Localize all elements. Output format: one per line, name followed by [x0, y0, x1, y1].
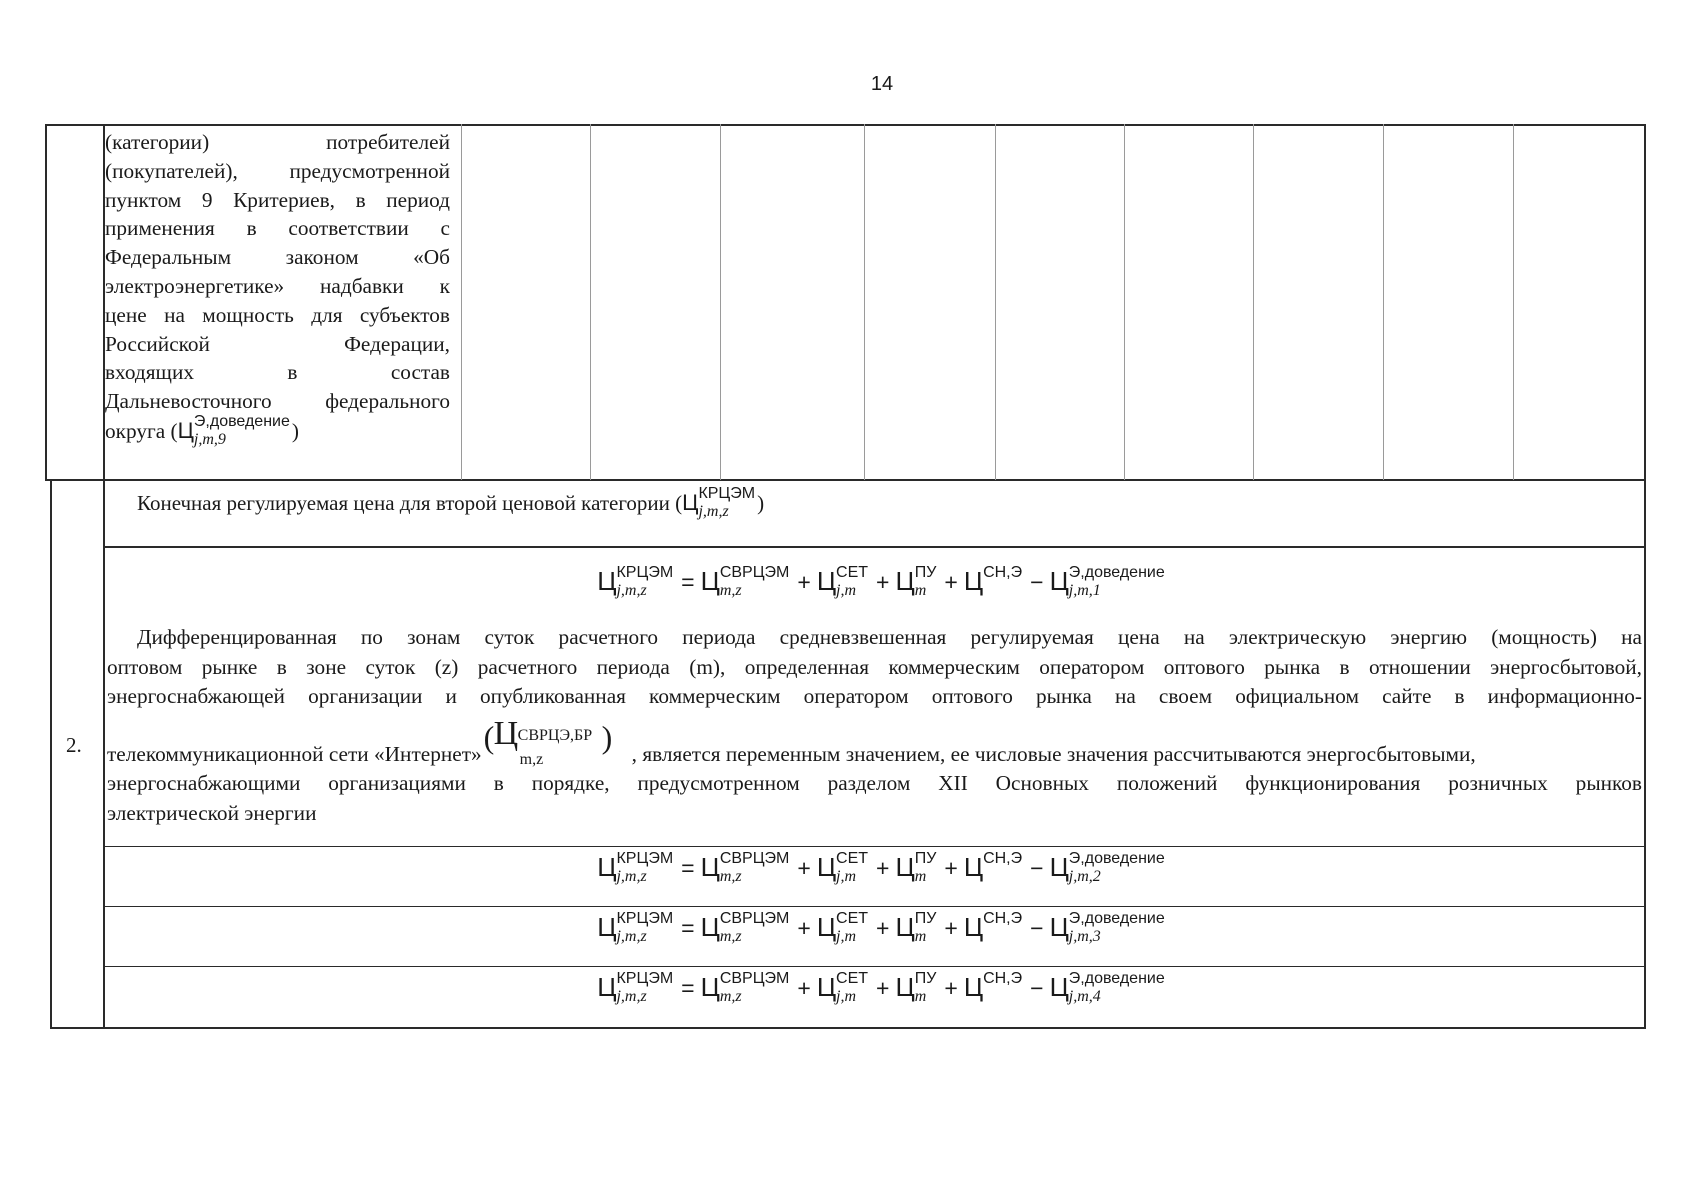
text-line: Российской Федерации, [105, 331, 450, 356]
operator: + [797, 569, 811, 595]
definition-paragraph [107, 623, 1642, 828]
operator: + [944, 975, 958, 1001]
operator: + [876, 915, 890, 941]
formula-term: Ц СН,Э [963, 849, 1023, 882]
operator: = [681, 855, 695, 881]
text-line: электроэнергетике» надбавки к [105, 273, 450, 298]
text-line: энергоснабжающей организации и опубликованная коммерческим оператором оптового рынка на своем официальном сайте в информационно- [107, 684, 1642, 708]
text-line: пунктом 9 Критериев, в период [105, 187, 450, 212]
formula-3 [0, 909, 1697, 947]
formula-term: Ц СВРЦЭМ m,z [700, 969, 790, 1005]
operator: + [797, 975, 811, 1001]
formula-lhs: Ц КРЦЭМ j,m,z [597, 563, 674, 599]
text-line: Дифференцированная по зонам суток расчетного периода средневзвешенная регулируемая цена на электрическую энергию (мощность) на [137, 625, 1642, 649]
formula-term: Ц СЕТ j,m [816, 969, 869, 1005]
text-line: цене на мощность для субъектов [105, 302, 450, 327]
operator: + [876, 855, 890, 881]
formula-lhs: Ц КРЦЭМ j,m,z [597, 909, 674, 945]
text-line: электрической энергии [107, 800, 317, 825]
operator: − [1030, 569, 1044, 595]
page-number: 14 [870, 73, 894, 95]
criteria-cell-text [105, 128, 450, 450]
section-caption: Конечная регулируемая цена для второй ценовой категории (Ц КРЦЭМ j,m,z ) [137, 485, 765, 520]
text-line: телекоммуникационной сети «Интернет» ( Ц СВРЦЭ,БР m,z ) , является переменным значением, ее числовые значения рассчитываются энергосбытовыми, [107, 714, 1476, 768]
formula-2 [0, 849, 1697, 887]
formula-term: Ц ПУ m [895, 969, 937, 1005]
formula-term: Ц СВРЦЭМ m,z [700, 909, 790, 945]
text-line: (покупателей), предусмотренной [105, 158, 450, 183]
operator: + [797, 915, 811, 941]
operator: + [876, 569, 890, 595]
formula-term: Ц Э,доведение j,m,1 [1049, 563, 1165, 599]
formula-term: Ц СН,Э [963, 969, 1023, 1002]
row-number: 2. [66, 733, 82, 757]
text-line: применения в соответствии с [105, 216, 450, 241]
formula-term: Ц ПУ m [895, 563, 937, 599]
formula-lhs: Ц КРЦЭМ j,m,z [597, 969, 674, 1005]
formula-term: Ц СЕТ j,m [816, 909, 869, 945]
operator: − [1030, 915, 1044, 941]
formula-term: Ц ПУ m [895, 909, 937, 945]
text-line: входящих в состав [105, 360, 450, 385]
text-line: Дальневосточного федерального [105, 389, 450, 414]
formula-term: Ц Э,доведение j,m,3 [1049, 909, 1165, 945]
formula-term: Ц СВРЦЭМ m,z [700, 849, 790, 885]
formula-term: Ц Э,доведение j,m,2 [1049, 849, 1165, 885]
operator: + [944, 915, 958, 941]
text-line: энергоснабжающими организациями в порядке, предусмотренном разделом XII Основных положений функционирования розничных рынков [107, 771, 1642, 795]
formula-term: Ц СВРЦЭМ m,z [700, 563, 790, 599]
operator: = [681, 915, 695, 941]
text-line: оптовом рынке в зоне суток (z) расчетного периода (m), определенная коммерческим оператором оптового рынка в отношении энергосбытовой, [107, 654, 1642, 679]
formula-term: Ц СН,Э [963, 909, 1023, 942]
formula-term: Ц СЕТ j,m [816, 849, 869, 885]
operator: = [681, 569, 695, 595]
formula-4 [0, 969, 1697, 1007]
formula-term: Ц СН,Э [963, 563, 1023, 596]
operator: + [797, 855, 811, 881]
text-line-last: округа (Ц Э,доведение j,m,9 ) [105, 412, 299, 448]
formula-1 [0, 563, 1697, 601]
formula-term: Ц ПУ m [895, 849, 937, 885]
formula-lhs: Ц КРЦЭМ j,m,z [597, 849, 674, 885]
operator: = [681, 975, 695, 1001]
operator: + [876, 975, 890, 1001]
text-line: (категории) потребителей [105, 130, 450, 154]
operator: − [1030, 855, 1044, 881]
operator: − [1030, 975, 1044, 1001]
formula-term: Ц СЕТ j,m [816, 563, 869, 599]
text-line: Федеральным законом «Об [105, 245, 450, 270]
formula-term: Ц Э,доведение j,m,4 [1049, 969, 1165, 1005]
operator: + [944, 569, 958, 595]
operator: + [944, 855, 958, 881]
